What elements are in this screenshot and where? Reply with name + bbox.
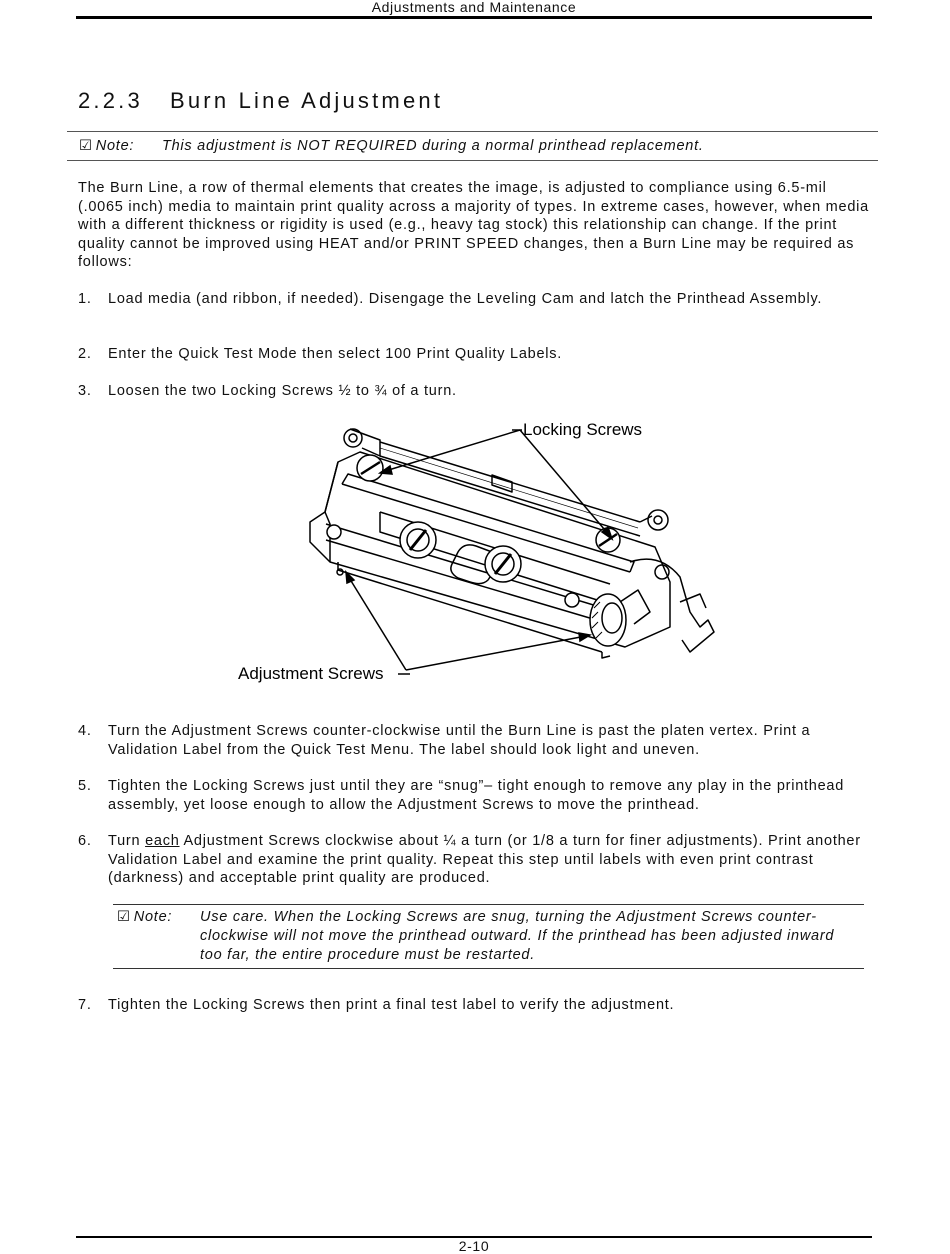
printhead-illustration — [230, 412, 730, 692]
step-number: 1. — [78, 291, 92, 307]
step-number: 6. — [78, 833, 92, 849]
section-title: Burn Line Adjustment — [170, 88, 444, 113]
note-required — [67, 131, 878, 161]
step-text-pre: Turn — [108, 833, 146, 849]
emphasis-each: each — [145, 833, 180, 849]
step-text: Tighten the Locking Screws just until they are “snug”– tight enough to remove any play in the printhead assembly, yet loose enough to allow the Adjustment Screws to move the printhead. — [108, 778, 845, 813]
callout-locking-screws: Locking Screws — [523, 420, 643, 439]
section-number: 2.2.3 — [78, 88, 143, 113]
callout-adjustment-screws: Adjustment Screws — [238, 664, 384, 683]
note-text: Use care. When the Locking Screws are snug, turning the Adjustment Screws counter-clockwise will not move the printhead outward. If the printhead has been adjusted inward too far, the entire procedure must be restarted. — [200, 909, 835, 963]
printhead-assembly-figure — [230, 412, 730, 692]
note-use-care — [113, 904, 864, 969]
step-text: Load media (and ribbon, if needed). Disengage the Leveling Cam and latch the Printhead Assembly. — [108, 291, 823, 307]
step-number: 4. — [78, 723, 92, 739]
step-number: 3. — [78, 383, 92, 399]
note-text: This adjustment is NOT REQUIRED during a normal printhead replacement. — [162, 138, 704, 154]
step-number: 7. — [78, 997, 92, 1013]
step-text: Tighten the Locking Screws then print a final test label to verify the adjustment. — [108, 997, 675, 1013]
header-rule — [76, 16, 872, 19]
section-heading — [78, 88, 443, 114]
page-number: 2-10 — [458, 1238, 490, 1254]
step-text — [108, 832, 870, 888]
step-text: Enter the Quick Test Mode then select 100 Print Quality Labels. — [108, 346, 563, 362]
step-text: Loosen the two Locking Screws ½ to ¾ of a turn. — [108, 383, 457, 399]
step-text-post: Adjustment Screws clockwise about ¼ a turn (or 1/8 a turn for finer adjustments). Print another Validation Label and examine the print quality. Repeat this step until labels with even print contrast (darkness) and acceptable print quality are produced. — [108, 833, 861, 886]
step-number: 2. — [78, 346, 92, 362]
checkbox-note-icon: ☑ — [117, 909, 131, 925]
page-header: Adjustments and Maintenance — [371, 0, 577, 15]
step-number: 5. — [78, 778, 92, 794]
note-label: Note: — [95, 138, 135, 154]
intro-paragraph: The Burn Line, a row of thermal elements that creates the image, is adjusted to compliance using 6.5-mil (.0065 inch) media to maintain print quality across a majority of types. In extreme cases, however, when media with a different thickness or rigidity is used (e.g., heavy tag stock) this relationship can change. If the print quality cannot be improved using HEAT and/or PRINT SPEED changes, then a Burn Line may be required as follows: — [78, 180, 869, 270]
checkbox-note-icon: ☑ — [79, 138, 93, 154]
note-label: Note: — [133, 909, 173, 925]
step-text: Turn the Adjustment Screws counter-clockwise until the Burn Line is past the platen vertex. Print a Validation Label from the Quick Test Menu. The label should look light and uneven. — [108, 723, 811, 758]
